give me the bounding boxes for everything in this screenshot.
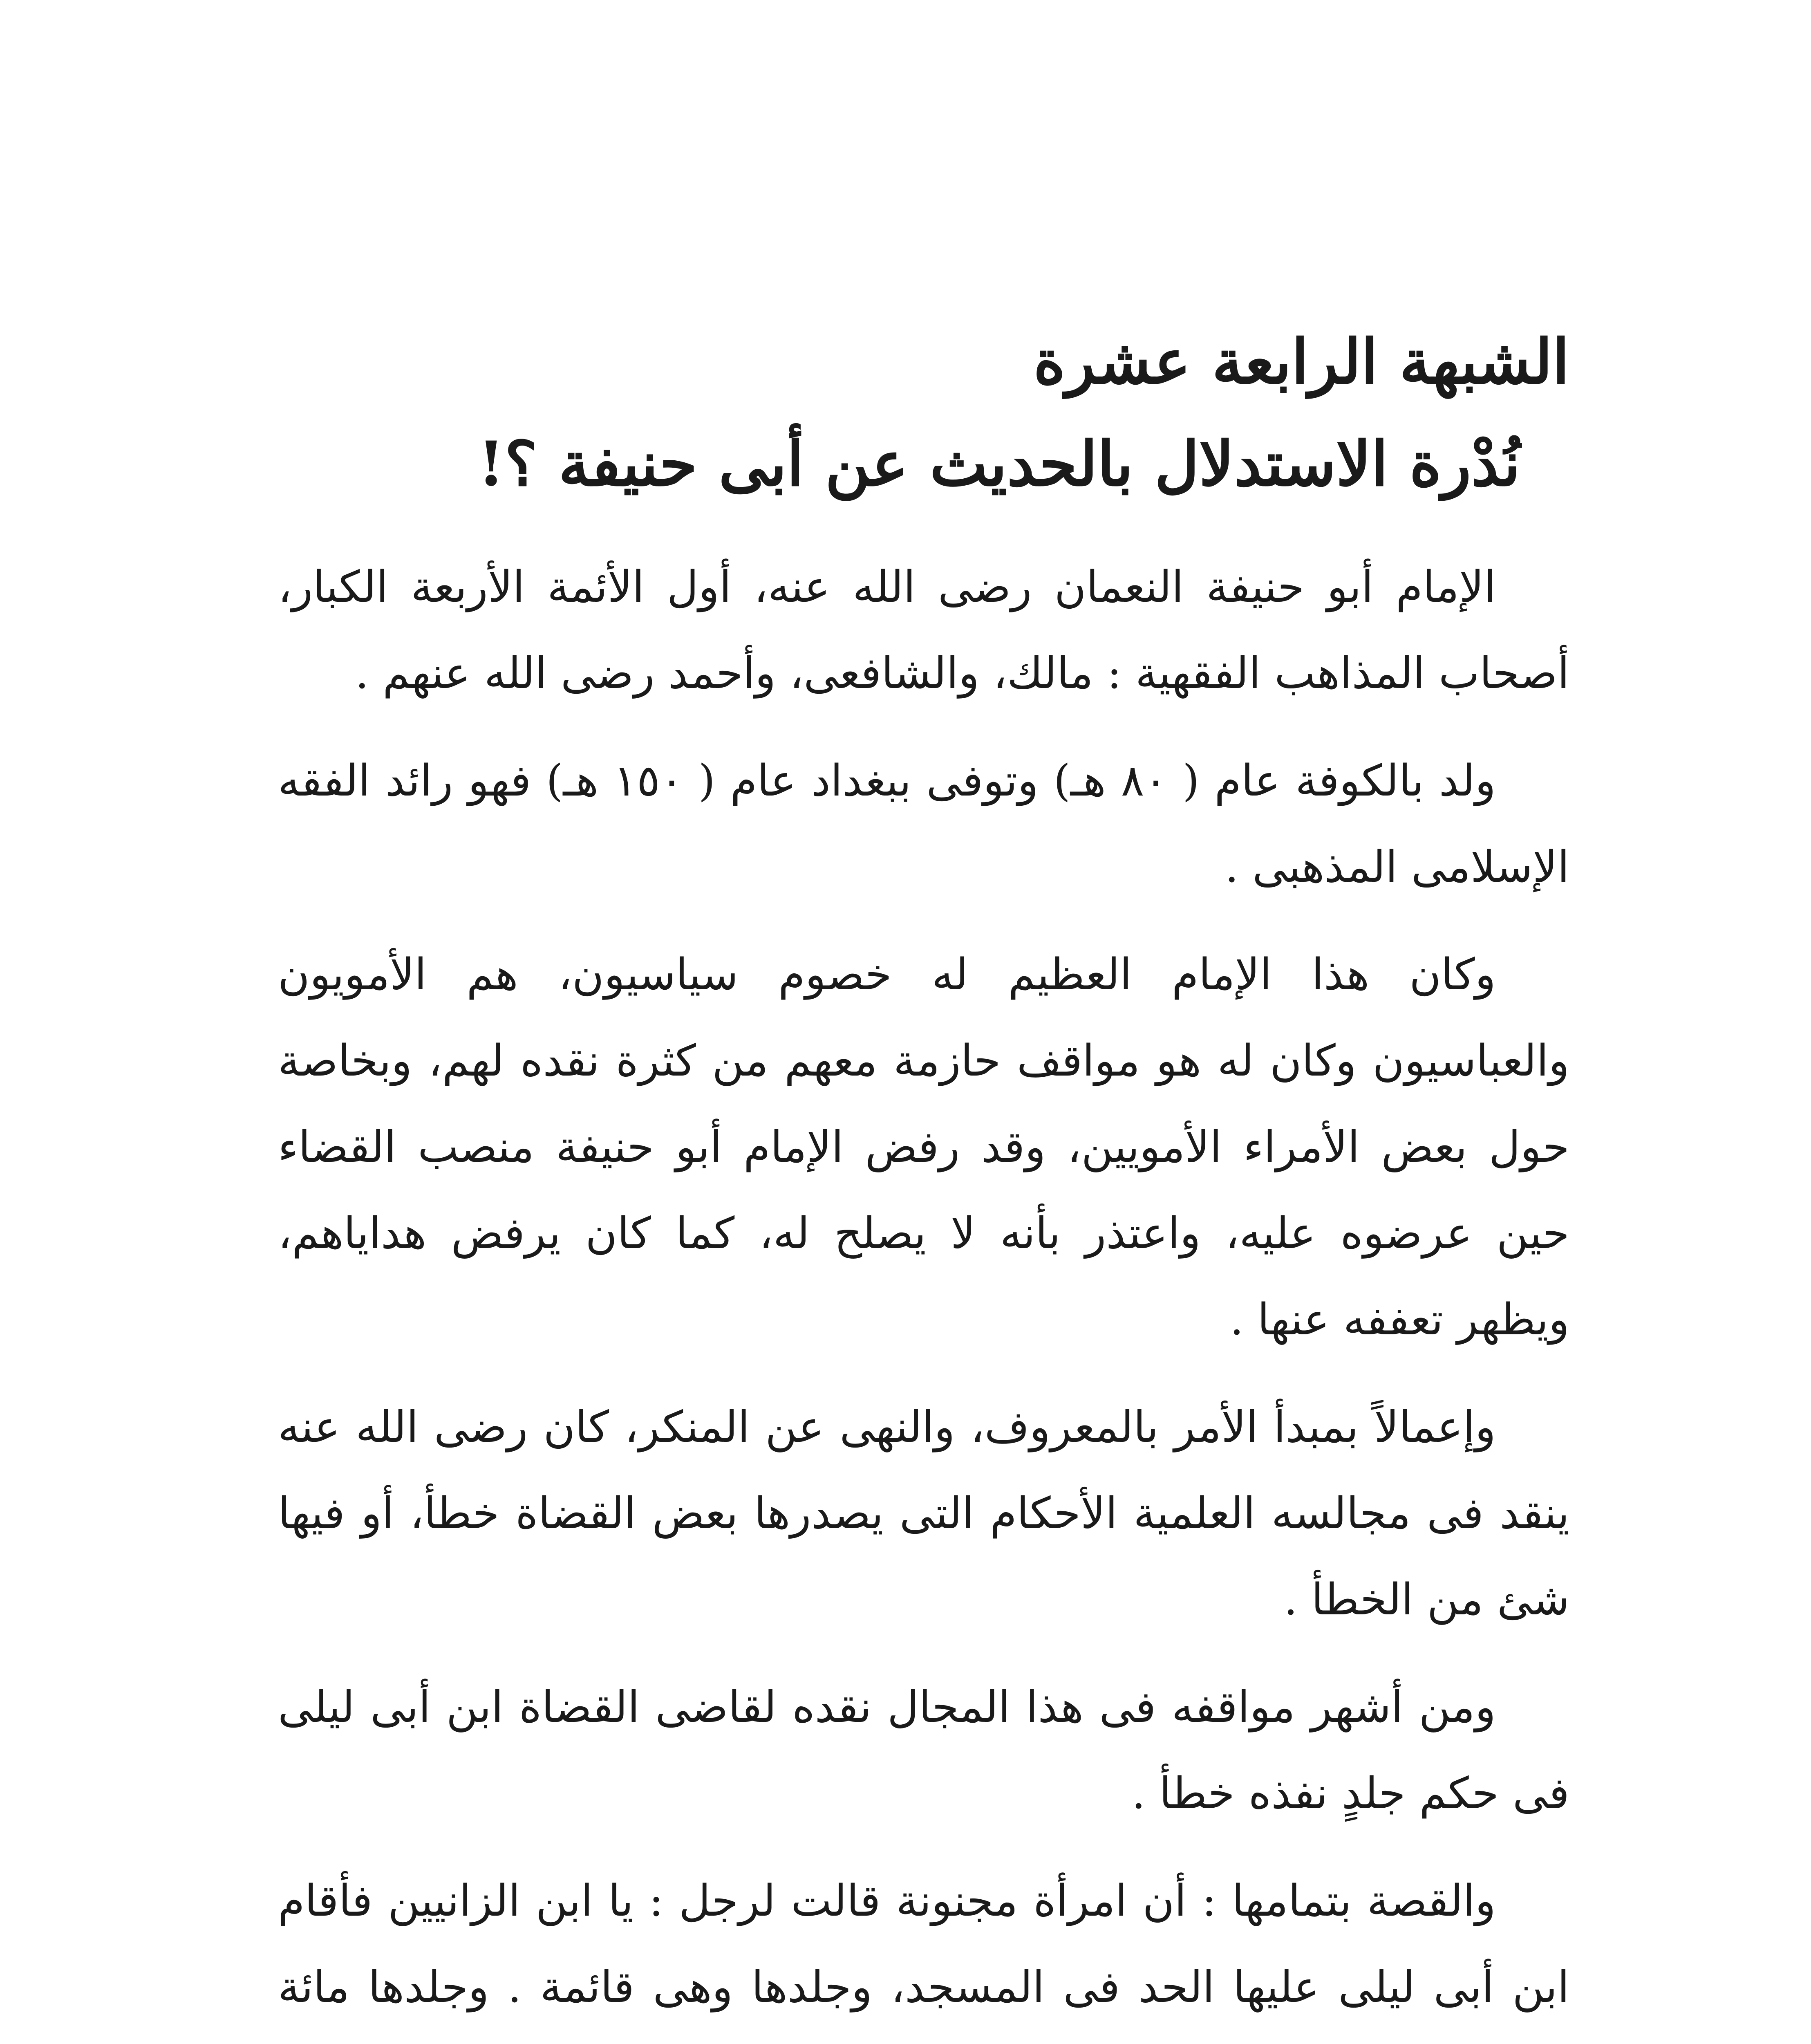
paragraph-3: وكان هذا الإمام العظيم له خصوم سياسيون، هم الأمويون والعباسيون وكان له هو مواقف حازمة معهم من كثرة نقده لهم، وبخاصة حول بعض الأمراء الأمويين، وقد رفض الإمام أبو حنيفة منصب القضاء حين عرضوه عليه، واعتذر بأنه لا يصلح له، كما كان يرفض هداياهم، ويظهر تعففه عنها . — [278, 949, 1569, 1345]
paragraph-4: وإعمالاً بمبدأ الأمر بالمعروف، والنهى عن المنكر، كان رضى الله عنه ينقد فى مجالسه العلمية الأحكام التى يصدرها بعض القضاة خطأ، أو فيها شئ من الخطأ . — [278, 1402, 1569, 1625]
paragraph-5: ومن أشهر مواقفه فى هذا المجال نقده لقاضى القضاة ابن أبى ليلى فى حكم جلدٍ نفذه خطأ . — [278, 1682, 1569, 1818]
chapter-subtitle: نُدْرة الاستدلال بالحديث عن أبى حنيفة ؟! — [477, 428, 1520, 500]
paragraph-1: الإمام أبو حنيفة النعمان رضى الله عنه، أول الأئمة الأربعة الكبار، أصحاب المذاهب الفقهية : مالك، والشافعى، وأحمد رضى الله عنهم . — [278, 562, 1569, 698]
chapter-title: الشبهة الرابعة عشرة — [1033, 326, 1569, 398]
paragraph-6: والقصة بتمامها : أن امرأة مجنونة قالت لرجل : يا ابن الزانيين فأقام ابن أبى ليلى عليها الحد فى المسجد، وجلدها وهى قائمة . وجلدها مائة — [278, 1876, 1569, 2012]
text-block — [278, 311, 1569, 2044]
paragraph-2: ولد بالكوفة عام ( ٨٠ هـ) وتوفى ببغداد عام ( ١٥٠ هـ) فهو رائد الفقه الإسلامى المذهبى . — [278, 755, 1569, 892]
